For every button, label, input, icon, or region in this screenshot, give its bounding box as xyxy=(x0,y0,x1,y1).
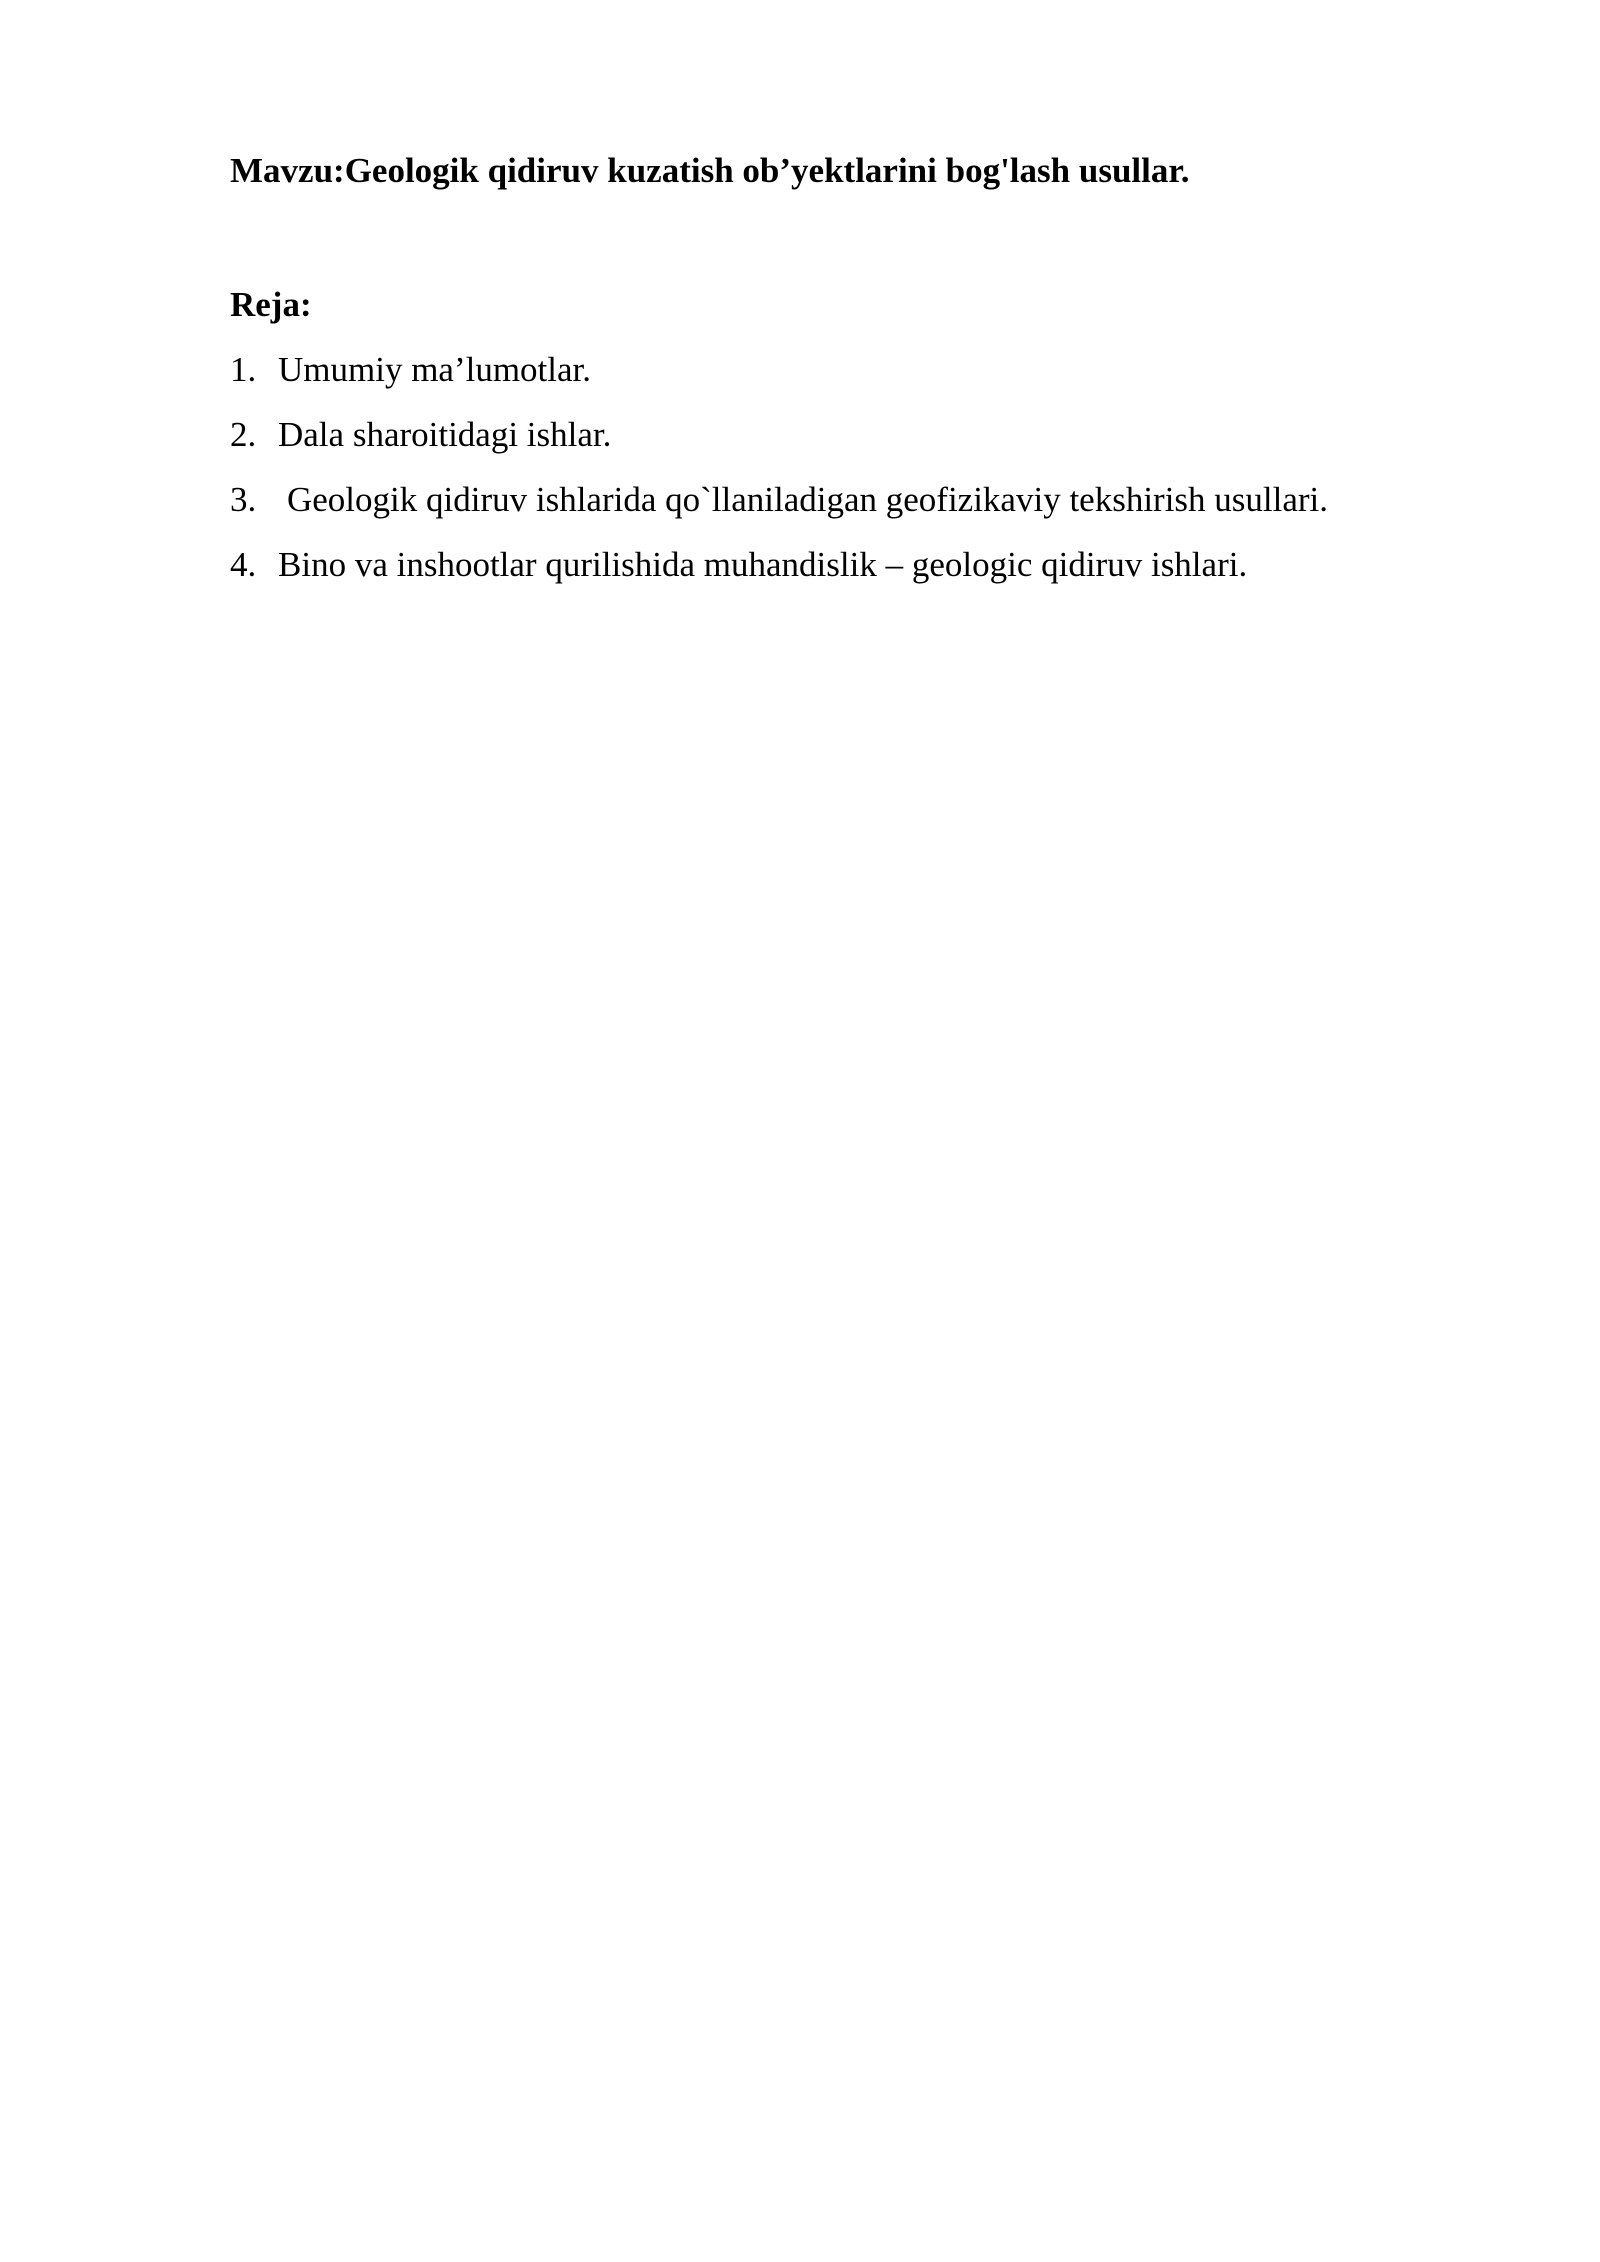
plan-item-number: 3. xyxy=(230,480,257,519)
plan-list xyxy=(230,349,1328,609)
plan-item-number: 1. xyxy=(230,350,257,389)
plan-item-text: Dala sharoitidagi ishlar. xyxy=(278,415,612,454)
plan-item-number: 4. xyxy=(230,545,257,584)
plan-item xyxy=(230,479,1328,544)
plan-heading: Reja: xyxy=(230,285,312,324)
plan-item-number: 2. xyxy=(230,415,257,454)
plan-item xyxy=(230,544,1328,609)
plan-item-text: Geologik qidiruv ishlarida qo`llaniladigan geofizikaviy tekshirish usullari. xyxy=(287,480,1329,519)
plan-item xyxy=(230,349,1328,414)
plan-item xyxy=(230,414,1328,479)
plan-item-text: Bino va inshootlar qurilishida muhandislik – geologic qidiruv ishlari. xyxy=(278,545,1248,584)
plan-item-text: Umumiy ma’lumotlar. xyxy=(278,350,592,389)
document-title: Mavzu:Geologik qidiruv kuzatish ob’yektlarini bog'lash usullar. xyxy=(230,151,1190,190)
